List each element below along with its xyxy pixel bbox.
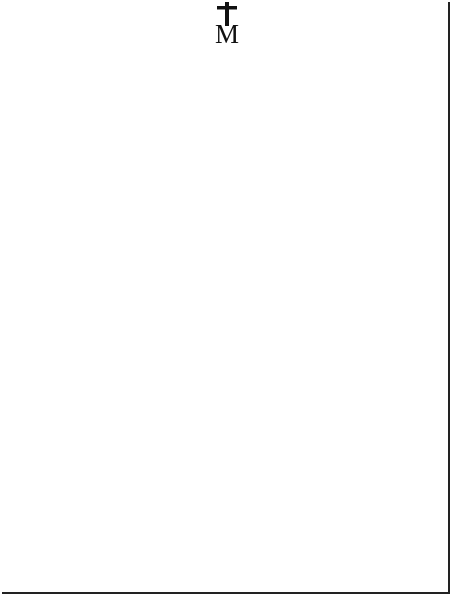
card-border	[2, 2, 450, 594]
cross-monogram-icon	[212, 2, 242, 46]
svg-text:M: M	[214, 19, 240, 46]
